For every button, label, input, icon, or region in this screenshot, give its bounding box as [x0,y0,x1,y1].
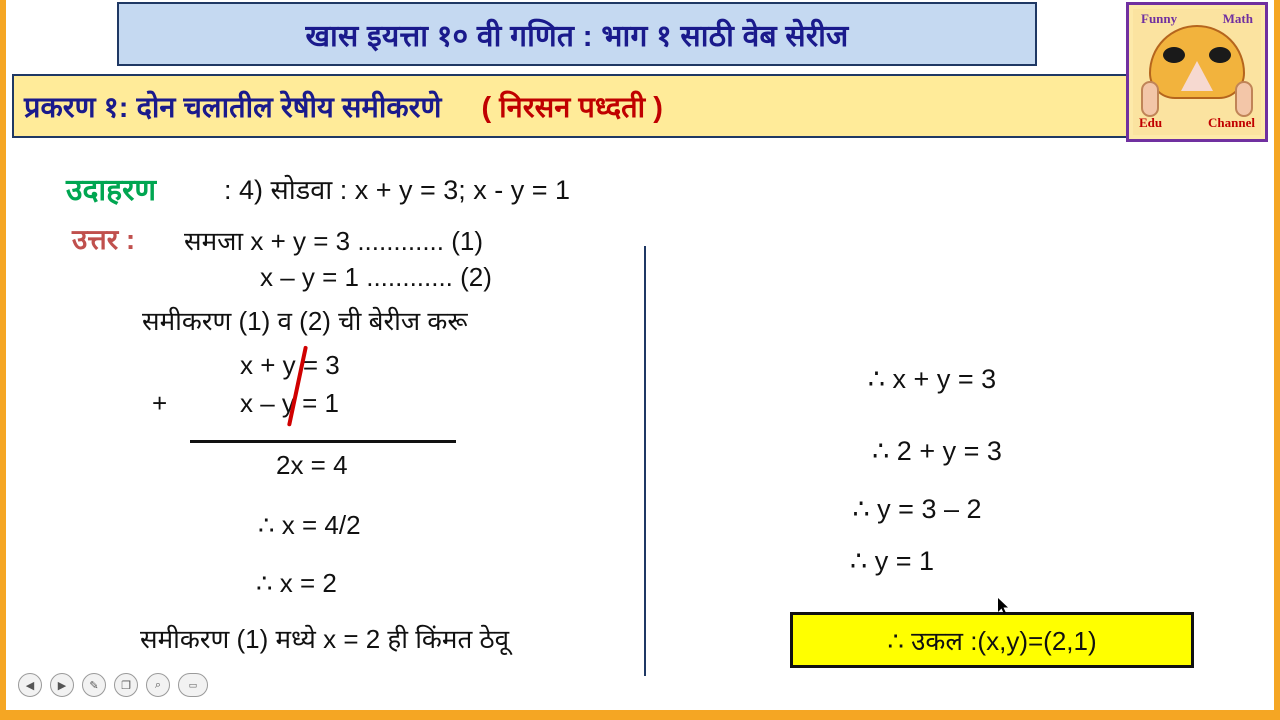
plus-operator: + [152,388,168,418]
prev-button[interactable]: ◀ [18,673,42,697]
logo-nose-icon [1181,61,1213,91]
example-label: उदाहरण [66,174,157,207]
final-answer-box [790,612,1194,668]
right-line-3: ∴ y = 3 – 2 [852,494,982,524]
equation-1: समजा x + y = 3 ............ (1) [184,226,484,256]
player-controls[interactable] [12,670,212,700]
mouse-cursor-icon [998,598,1010,616]
header-title-bar [117,2,1037,66]
column-divider [644,246,646,676]
x-value-final: ∴ x = 2 [256,568,337,598]
pen-icon[interactable]: ✎ [82,673,106,697]
example-statement: : 4) सोडवा : x + y = 3; x - y = 1 [224,175,571,205]
addition-note: समीकरण (1) व (2) ची बेरीज करू [142,306,468,336]
equation-2: x – y = 1 ............ (2) [260,262,492,292]
more-icon[interactable]: ▭ [178,673,208,697]
logo-text-bottom [1133,115,1261,131]
header-subtitle-bar [12,74,1140,138]
logo-face-icon [1149,25,1245,99]
slide-body [12,150,1280,690]
channel-logo [1126,2,1268,142]
right-line-2: ∴ 2 + y = 3 [872,436,1002,466]
right-line-1: ∴ x + y = 3 [867,364,997,394]
logo-inner [1133,9,1261,135]
chapter-label: प्रकरण १: दोन चलातील रेषीय समीकरणे [24,91,442,124]
x-value-step: ∴ x = 4/2 [258,510,361,540]
logo-channel-text: Channel [1208,115,1255,130]
logo-hand-left-icon [1141,81,1159,117]
substitution-note: समीकरण (1) मध्ये x = 2 ही किंमत ठेवू [140,624,510,654]
logo-funny-text: Funny [1141,11,1178,26]
next-button[interactable]: ▶ [50,673,74,697]
right-line-4: ∴ y = 1 [850,546,934,576]
pages-icon[interactable]: ❐ [114,673,138,697]
logo-hand-right-icon [1235,81,1253,117]
answer-label: उत्तर : [72,224,136,255]
logo-math-text: Math [1222,11,1253,26]
logo-edu-text: Edu [1139,115,1163,130]
method-label: ( निरसन पध्दती ) [481,91,663,124]
sum-result: 2x = 4 [276,450,348,480]
zoom-icon[interactable]: ⌕ [146,673,170,697]
sum-line-2: x – y = 1 [240,388,339,418]
page-title: खास इयत्ता १० वी गणित : भाग १ साठी वेब सेरीज [305,19,849,53]
slide-header [12,0,1142,146]
sum-line-1: x + y = 3 [240,350,340,380]
sum-horizontal-rule [190,440,456,443]
final-answer-text: ∴ उकल :(x,y)=(2,1) [887,626,1097,656]
